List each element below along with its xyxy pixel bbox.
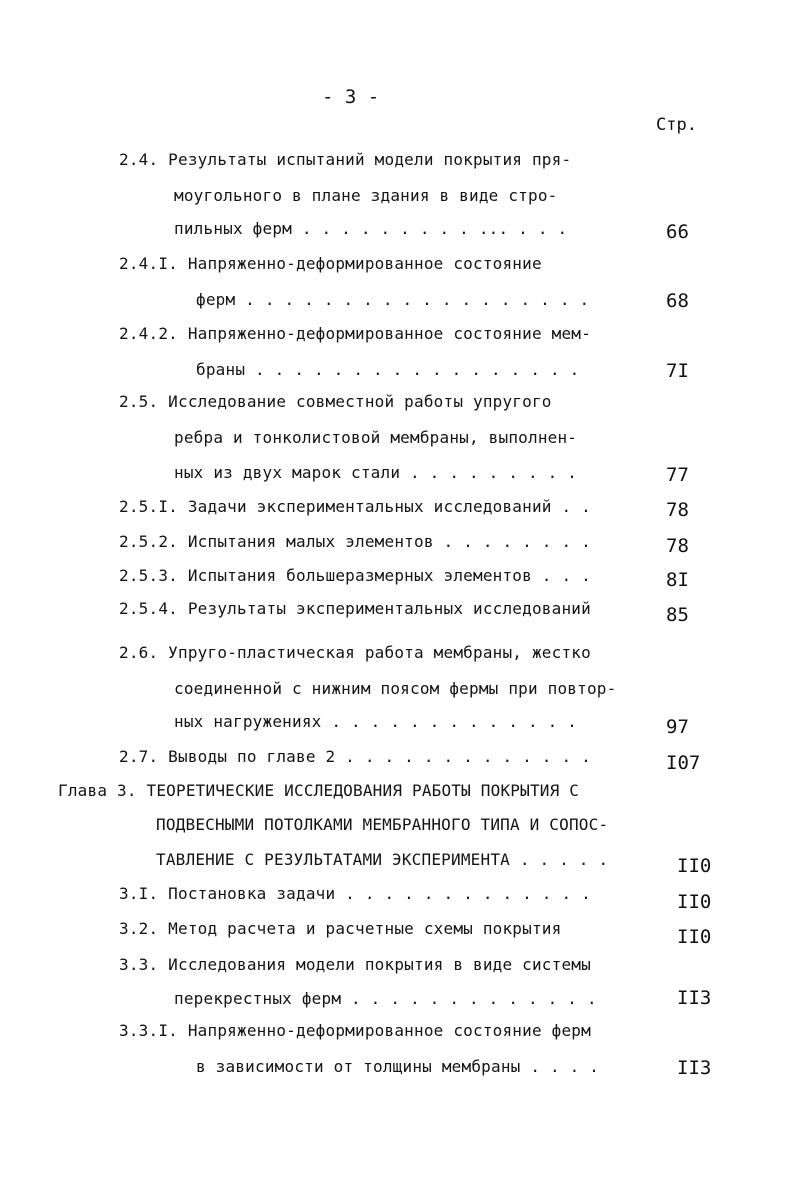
toc-entry-line: 2.5.4. Результаты экспериментальных исследований (119, 599, 591, 618)
toc-entry-line: 2.5. Исследование совместной работы упругого (119, 392, 552, 411)
toc-entry-line: ребра и тонколистовой мембраны, выполнен- (174, 428, 578, 447)
toc-page-number: 78 (666, 535, 689, 557)
toc-page-number: 78 (666, 499, 689, 521)
toc-entry-line: пильных ферм . . . . . . . . . ... . . . (174, 219, 568, 238)
toc-entry-line: 3.I. Постановка задачи . . . . . . . . . . . . . (119, 884, 591, 903)
toc-page-number: 7I (666, 360, 689, 382)
toc-entry-line: 2.5.2. Испытания малых элементов . . . . . . . . (119, 532, 591, 551)
toc-chapter-line: Глава 3. ТЕОРЕТИЧЕСКИЕ ИССЛЕДОВАНИЯ РАБОТЫ ПОКРЫТИЯ С (58, 781, 580, 800)
toc-page-number: II0 (677, 891, 712, 913)
toc-page-number: II3 (677, 987, 712, 1009)
toc-entry-line: 2.5.3. Испытания большеразмерных элементов . . . (119, 566, 591, 585)
toc-page-number: II0 (677, 926, 712, 948)
toc-entry-line: перекрестных ферм . . . . . . . . . . . . . (174, 989, 597, 1008)
toc-entry-line: браны . . . . . . . . . . . . . . . . . (196, 360, 580, 379)
toc-page-number: 66 (666, 221, 689, 243)
toc-chapter-line: ТАВЛЕНИЕ С РЕЗУЛЬТАТАМИ ЭКСПЕРИМЕНТА . . . . . (156, 850, 609, 869)
toc-page-number: 97 (666, 716, 689, 738)
toc-entry-line: 2.7. Выводы по главе 2 . . . . . . . . . . . . . (119, 747, 591, 766)
toc-entry-line: 2.4.2. Напряженно-деформированное состояние мем- (119, 324, 591, 343)
toc-entry-line: в зависимости от толщины мембраны . . . . (196, 1057, 600, 1076)
toc-chapter-line: ПОДВЕСНЫМИ ПОТОЛКАМИ МЕМБРАННОГО ТИПА И СОПОС- (156, 815, 609, 834)
toc-entry-line: 3.2. Метод расчета и расчетные схемы покрытия (119, 919, 562, 938)
toc-entry-line: моугольного в плане здания в виде стро- (174, 186, 558, 205)
toc-page-number: I07 (666, 752, 701, 774)
toc-entry-line: ных из двух марок стали . . . . . . . . . (174, 463, 578, 482)
toc-entry-line: ферм . . . . . . . . . . . . . . . . . . (196, 290, 590, 309)
toc-entry-line: 2.6. Упруго-пластическая работа мембраны, жестко (119, 643, 591, 662)
toc-entry-line: 3.3. Исследования модели покрытия в виде системы (119, 955, 591, 974)
page-column-label: Стр. (656, 115, 697, 135)
toc-page-number: II0 (677, 855, 712, 877)
toc-page-number: 77 (666, 464, 689, 486)
toc-entry-line: соединенной с нижним поясом фермы при повтор- (174, 679, 617, 698)
toc-entry-line: ных нагружениях . . . . . . . . . . . . . (174, 712, 578, 731)
toc-entry-line: 3.3.I. Напряженно-деформированное состояние ферм (119, 1021, 591, 1040)
toc-page-number: 68 (666, 290, 689, 312)
toc-entry-line: 2.4.I. Напряженно-деформированное состояние (119, 254, 542, 273)
toc-entry-line: 2.4. Результаты испытаний модели покрытия пря- (119, 150, 572, 169)
toc-page-number: II3 (677, 1057, 712, 1079)
page-number: - 3 - (322, 86, 380, 108)
toc-page-number: 85 (666, 604, 689, 626)
toc-page-number: 8I (666, 569, 689, 591)
toc-entry-line: 2.5.I. Задачи экспериментальных исследований . . (119, 497, 591, 516)
